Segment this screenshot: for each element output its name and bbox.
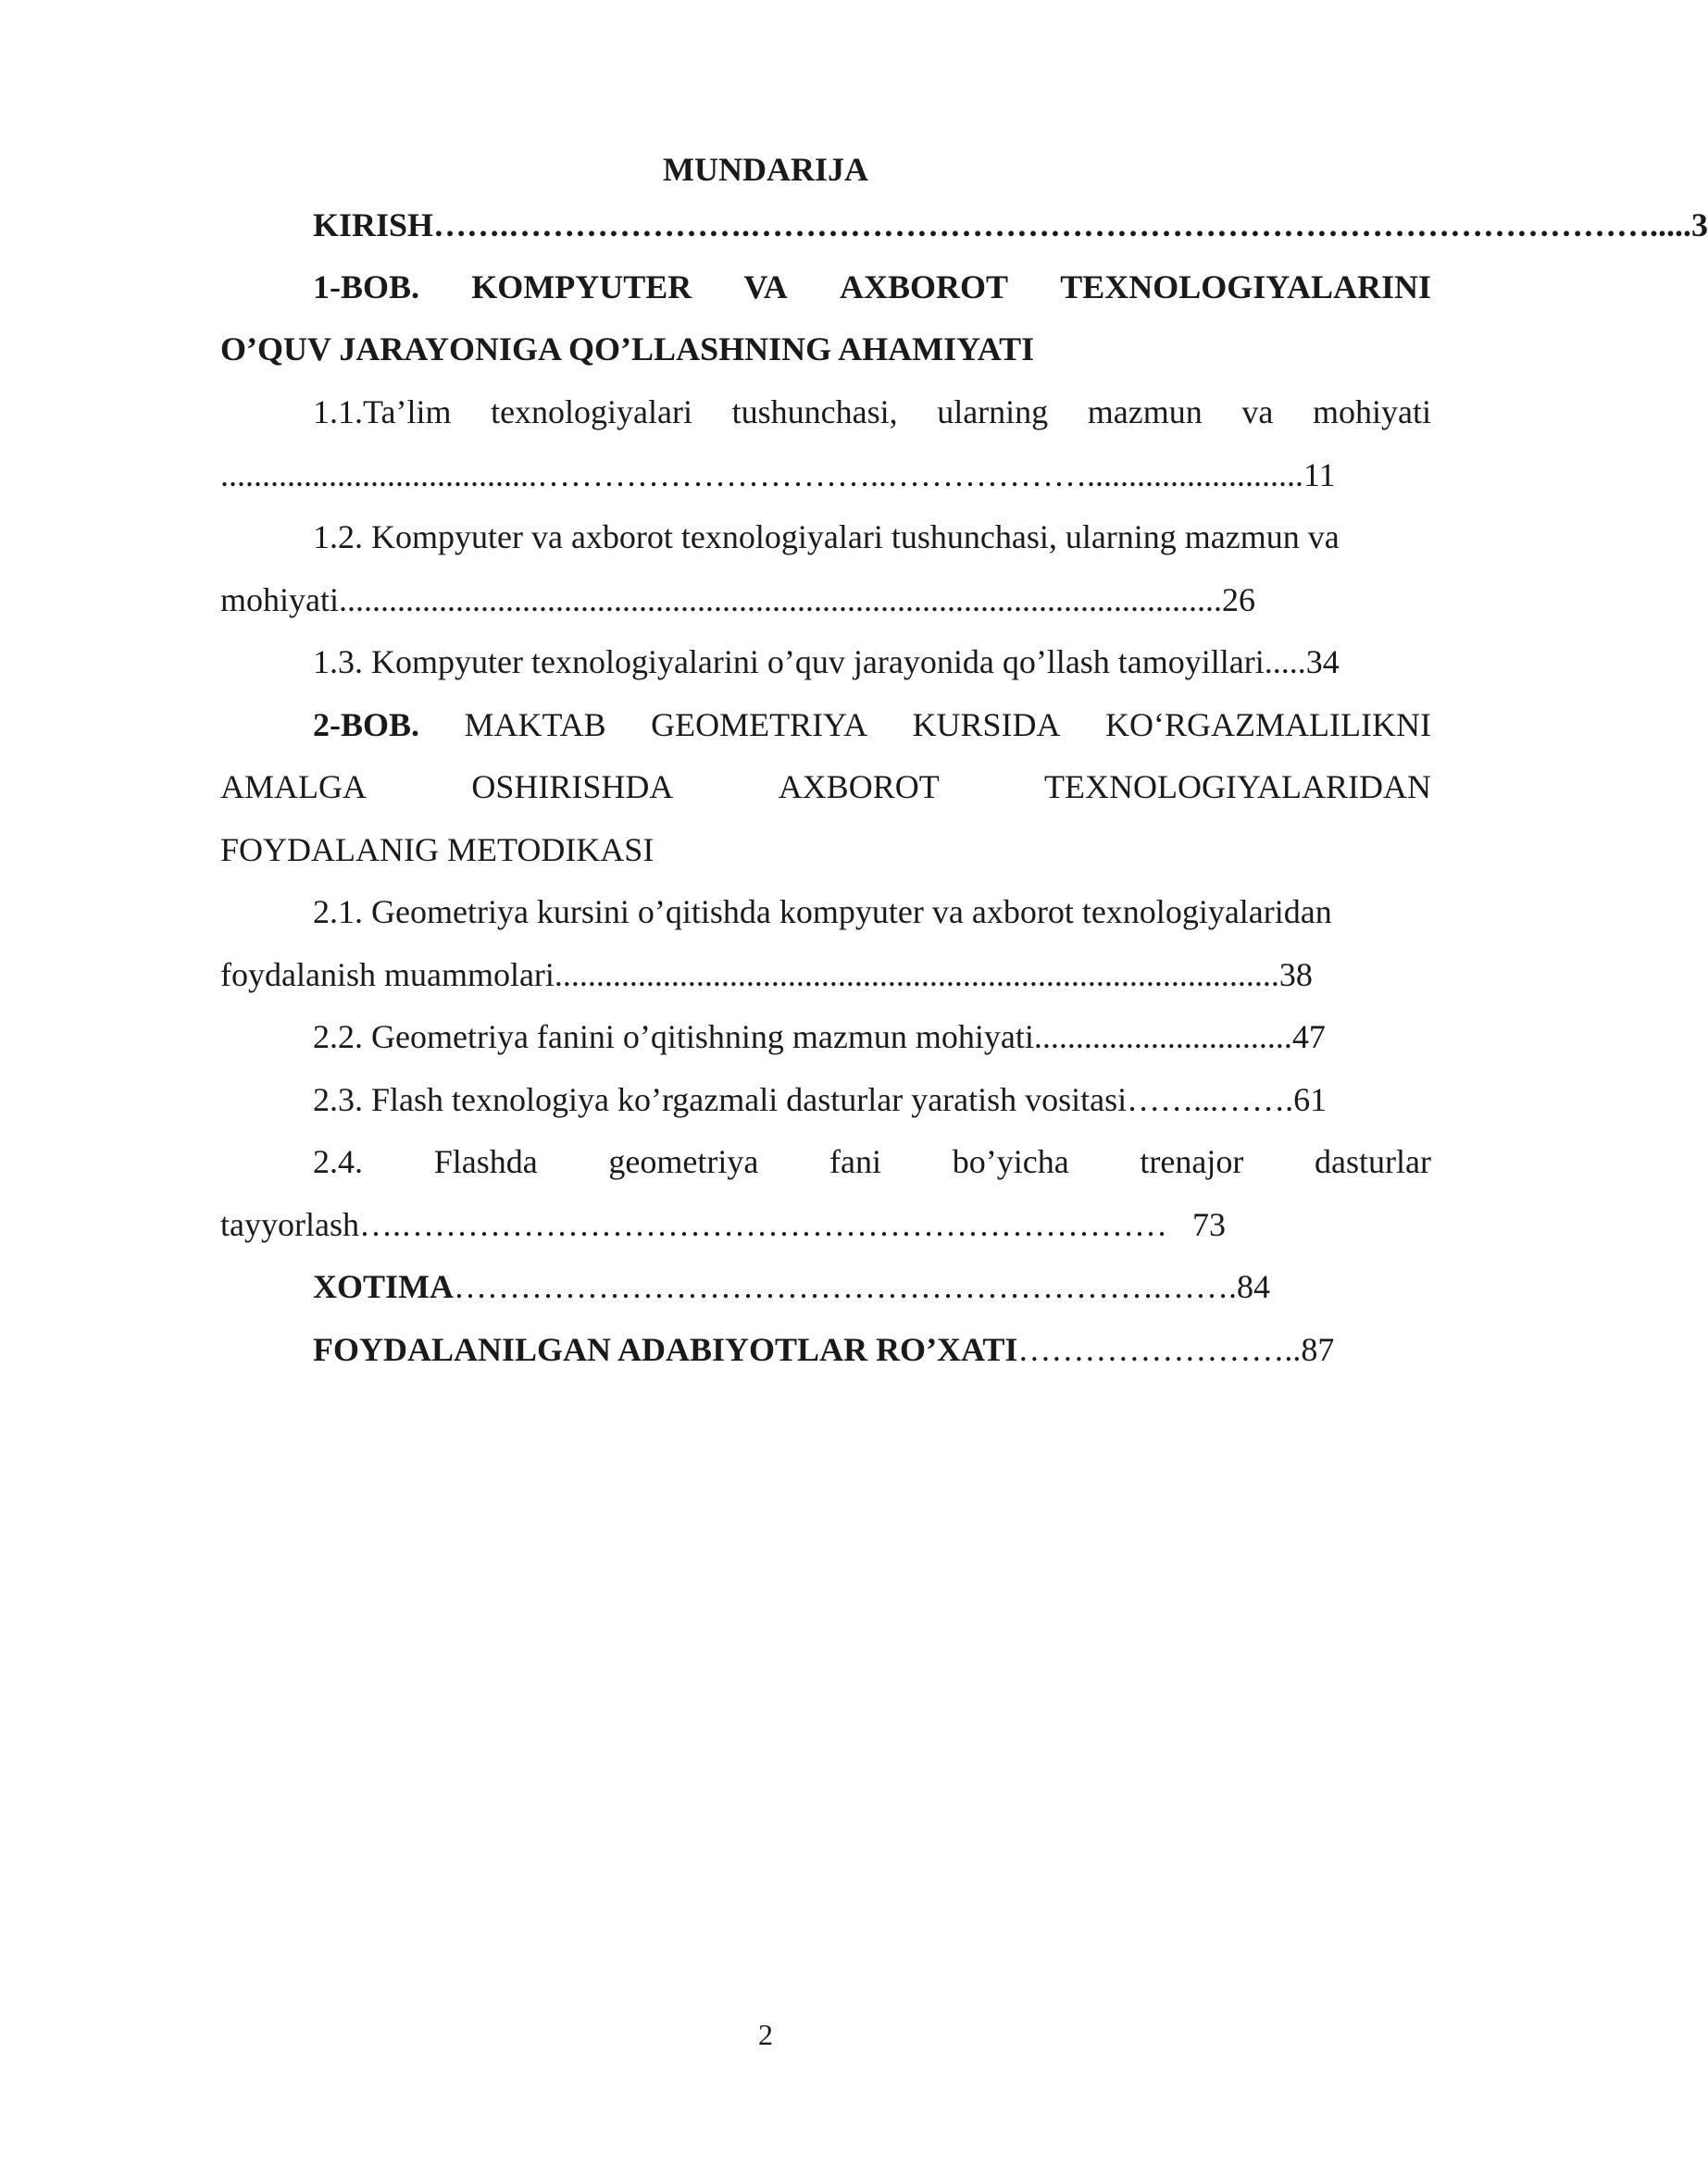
toc-word: TEXNOLOGIYALARINI <box>1060 268 1431 305</box>
toc-word: MAKTAB <box>464 706 606 743</box>
toc-word: 2.4. <box>313 1143 363 1180</box>
toc-entry-kirish: KIRISH…….………………….……………………………………………………………………….....3 <box>313 206 1708 243</box>
toc-entry-1-2-line2: mohiyati..........................................................................................................26 <box>220 581 1255 618</box>
toc-word: GEOMETRIYA <box>651 706 868 743</box>
toc-chapter-label: 2-BOB. <box>313 706 420 743</box>
toc-chapter-label: FOYDALANILGAN ADABIYOTLAR RO’XATI <box>313 1331 1018 1368</box>
toc-entry-bob2-line1 <box>313 702 1431 748</box>
toc-word: AXBOROT <box>778 768 940 805</box>
toc-entry-bob2-line3: FOYDALANIG METODIKASI <box>220 831 655 868</box>
toc-entry-2-3: 2.3. Flash texnologiya ko’rgazmali dasturlar yaratish vositasi……...…….61 <box>313 1081 1328 1118</box>
toc-word: geometriya <box>608 1143 759 1180</box>
toc-word: fani <box>829 1143 882 1180</box>
toc-chapter-label: XOTIMA <box>313 1268 454 1305</box>
toc-word: KO‘RGAZMALILIKNI <box>1105 706 1431 743</box>
page-number: 2 <box>758 2018 773 2051</box>
toc-leader-page: ……………………………………………………….…….84 <box>454 1268 1270 1305</box>
toc-word: 1.1.Ta’lim <box>313 393 452 430</box>
toc-entry-bob1-line2: O’QUV JARAYONIGA QO’LLASHNING AHAMIYATI <box>220 330 1035 367</box>
toc-word: OSHIRISHDA <box>471 768 674 805</box>
toc-word: mazmun <box>1087 393 1203 430</box>
toc-word: AMALGA <box>220 768 367 805</box>
toc-entry-2-4-line2: tayyorlash….…………………………………………………………… 73 <box>220 1206 1226 1243</box>
toc-word: KOMPYUTER <box>471 268 692 305</box>
toc-word: VA <box>743 268 788 305</box>
toc-entry-xotima <box>313 1263 1431 1310</box>
toc-entry-1-1-line1 <box>313 389 1431 435</box>
toc-leader-page: ……………………..87 <box>1017 1331 1335 1368</box>
toc-word: va <box>1241 393 1274 430</box>
toc-entry-2-2: 2.2. Geometriya fanini o’qitishning mazmun mohiyati...............................47 <box>313 1018 1326 1055</box>
toc-word: texnologiyalari <box>491 393 692 430</box>
toc-entry-2-1-line1: 2.1. Geometriya kursini o’qitishda kompyuter va axborot texnologiyalaridan <box>313 893 1332 930</box>
toc-entry-bob1-line1 <box>313 264 1431 310</box>
toc-word: mohiyati <box>1312 393 1431 430</box>
toc-word: bo’yicha <box>952 1143 1069 1180</box>
toc-entry-bob2-line2 <box>220 764 1431 810</box>
toc-entry-1-3: 1.3. Kompyuter texnologiyalarini o’quv jarayonida qo’llash tamoyillari.....34 <box>313 643 1340 680</box>
toc-word: tushunchasi, <box>731 393 898 430</box>
toc-entry-1-1-line2: ......................................…………………………..………………..........................11 <box>220 456 1336 493</box>
toc-entry-2-1-line2: foydalanish muammolari.......................................................................................38 <box>220 956 1313 993</box>
toc-entry-adabiyotlar <box>313 1326 1431 1373</box>
toc-entry-1-2-line1: 1.2. Kompyuter va axborot texnologiyalari tushunchasi, ularning mazmun va <box>313 518 1340 555</box>
toc-heading: MUNDARIJA <box>663 151 868 188</box>
toc-word: Flashda <box>433 1143 538 1180</box>
toc-word: trenajor <box>1140 1143 1244 1180</box>
toc-entry-2-4-line1 <box>313 1138 1431 1185</box>
toc-word: 1-BOB. <box>313 268 420 305</box>
toc-word: TEXNOLOGIYALARIDAN <box>1044 768 1431 805</box>
toc-word: AXBOROT <box>839 268 1009 305</box>
toc-word: KURSIDA <box>912 706 1061 743</box>
toc-word: ularning <box>937 393 1049 430</box>
toc-word: dasturlar <box>1315 1143 1431 1180</box>
